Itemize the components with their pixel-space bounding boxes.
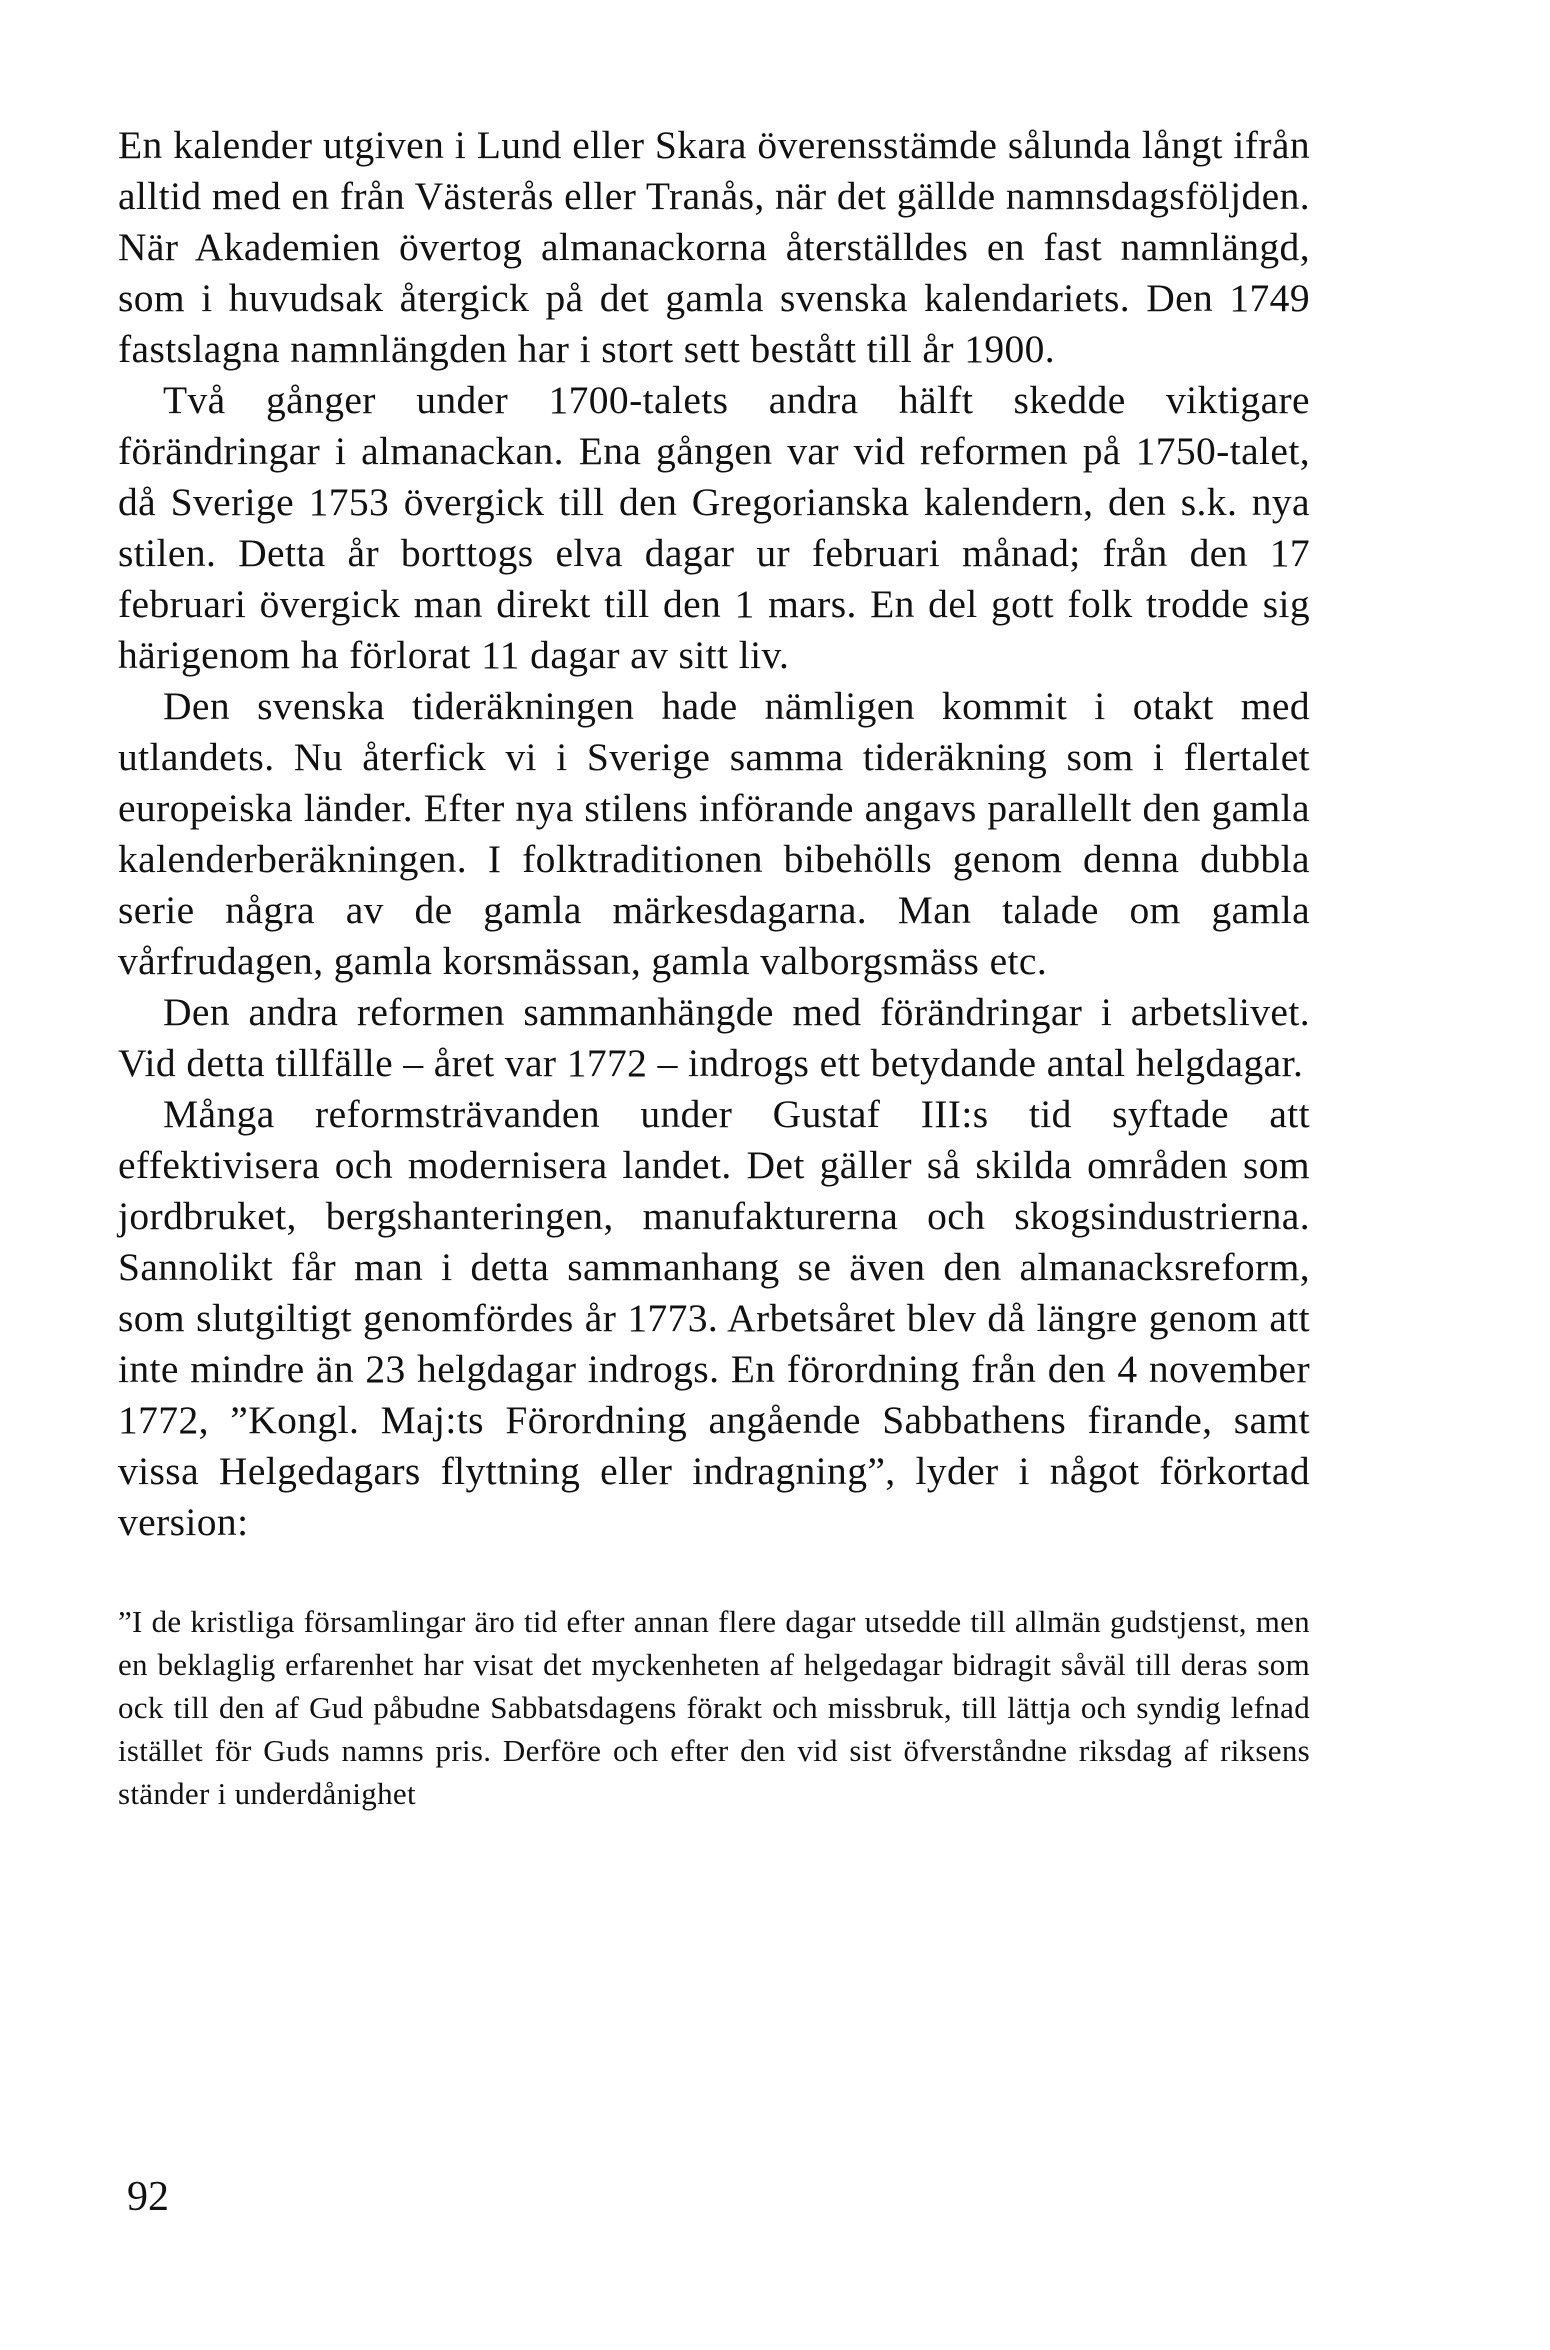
paragraph-4: Den andra reformen sammanhängde med förändringar i arbetslivet. Vid detta tillfälle – året var 1772 – indrogs ett betydande antal helgdagar. xyxy=(118,990,1310,1085)
paragraph-3: Den svenska tideräkningen hade nämligen kommit i otakt med utlandets. Nu återfick vi i Sverige samma tideräkning som i flertalet europeiska länder. Efter nya stilens införande angavs parallellt den gamla kalenderberäkningen. I folktraditionen bibehölls genom denna dubbla serie några av de gamla märkesdagarna. Man talade om gamla vårfrudagen, gamla korsmässan, gamla valborgsmäss etc. xyxy=(118,684,1310,983)
page-body xyxy=(118,120,1310,1815)
paragraph-5: Många reformsträvanden under Gustaf III:s tid syftade att effektivisera och modernisera landet. Det gäller så skilda områden som jordbruket, bergshanteringen, manufakturerna och skogsindustrierna. Sannolikt får man i detta sammanhang se även den almanacksreform, som slutgiltigt genomfördes år 1773. Arbetsåret blev då längre genom att inte mindre än 23 helgdagar indrogs. En förordning från den 4 november 1772, ”Kongl. Maj:ts Förordning angående Sabbathens firande, samt vissa Helgedagars flyttning eller indragning”, lyder i något förkortad version: xyxy=(118,1092,1310,1544)
paragraph-2: Två gånger under 1700-talets andra hälft skedde viktigare förändringar i almanackan. Ena gången var vid reformen på 1750-talet, då Sverige 1753 övergick till den Gregorianska kalendern, den s.k. nya stilen. Detta år borttogs elva dagar ur februari månad; från den 17 februari övergick man direkt till den 1 mars. En del gott folk trodde sig härigenom ha förlorat 11 dagar av sitt liv. xyxy=(118,378,1310,677)
page-number: 92 xyxy=(127,2174,169,2220)
paragraph-1: En kalender utgiven i Lund eller Skara överensstämde sålunda långt ifrån alltid med en från Västerås eller Tranås, när det gällde namnsdagsföljden. När Akademien övertog almanackorna återställdes en fast namnlängd, som i huvudsak återgick på det gamla svenska kalendariets. Den 1749 fastslagna namnlängden har i stort sett bestått till år 1900. xyxy=(118,123,1310,371)
block-quote: ”I de kristliga församlingar äro tid efter annan flere dagar utsedde till allmän gudstjenst, men en beklaglig erfarenhet har visat det myckenheten af helgedagar bidragit såväl till deras som ock till den af Gud påbudne Sabbatsdagens förakt och missbruk, till lättja och syndig lefnad istället för Guds namns pris. Derföre och efter den vid sist öfverståndne riksdag af riksens ständer i underdånighet xyxy=(118,1604,1310,1811)
